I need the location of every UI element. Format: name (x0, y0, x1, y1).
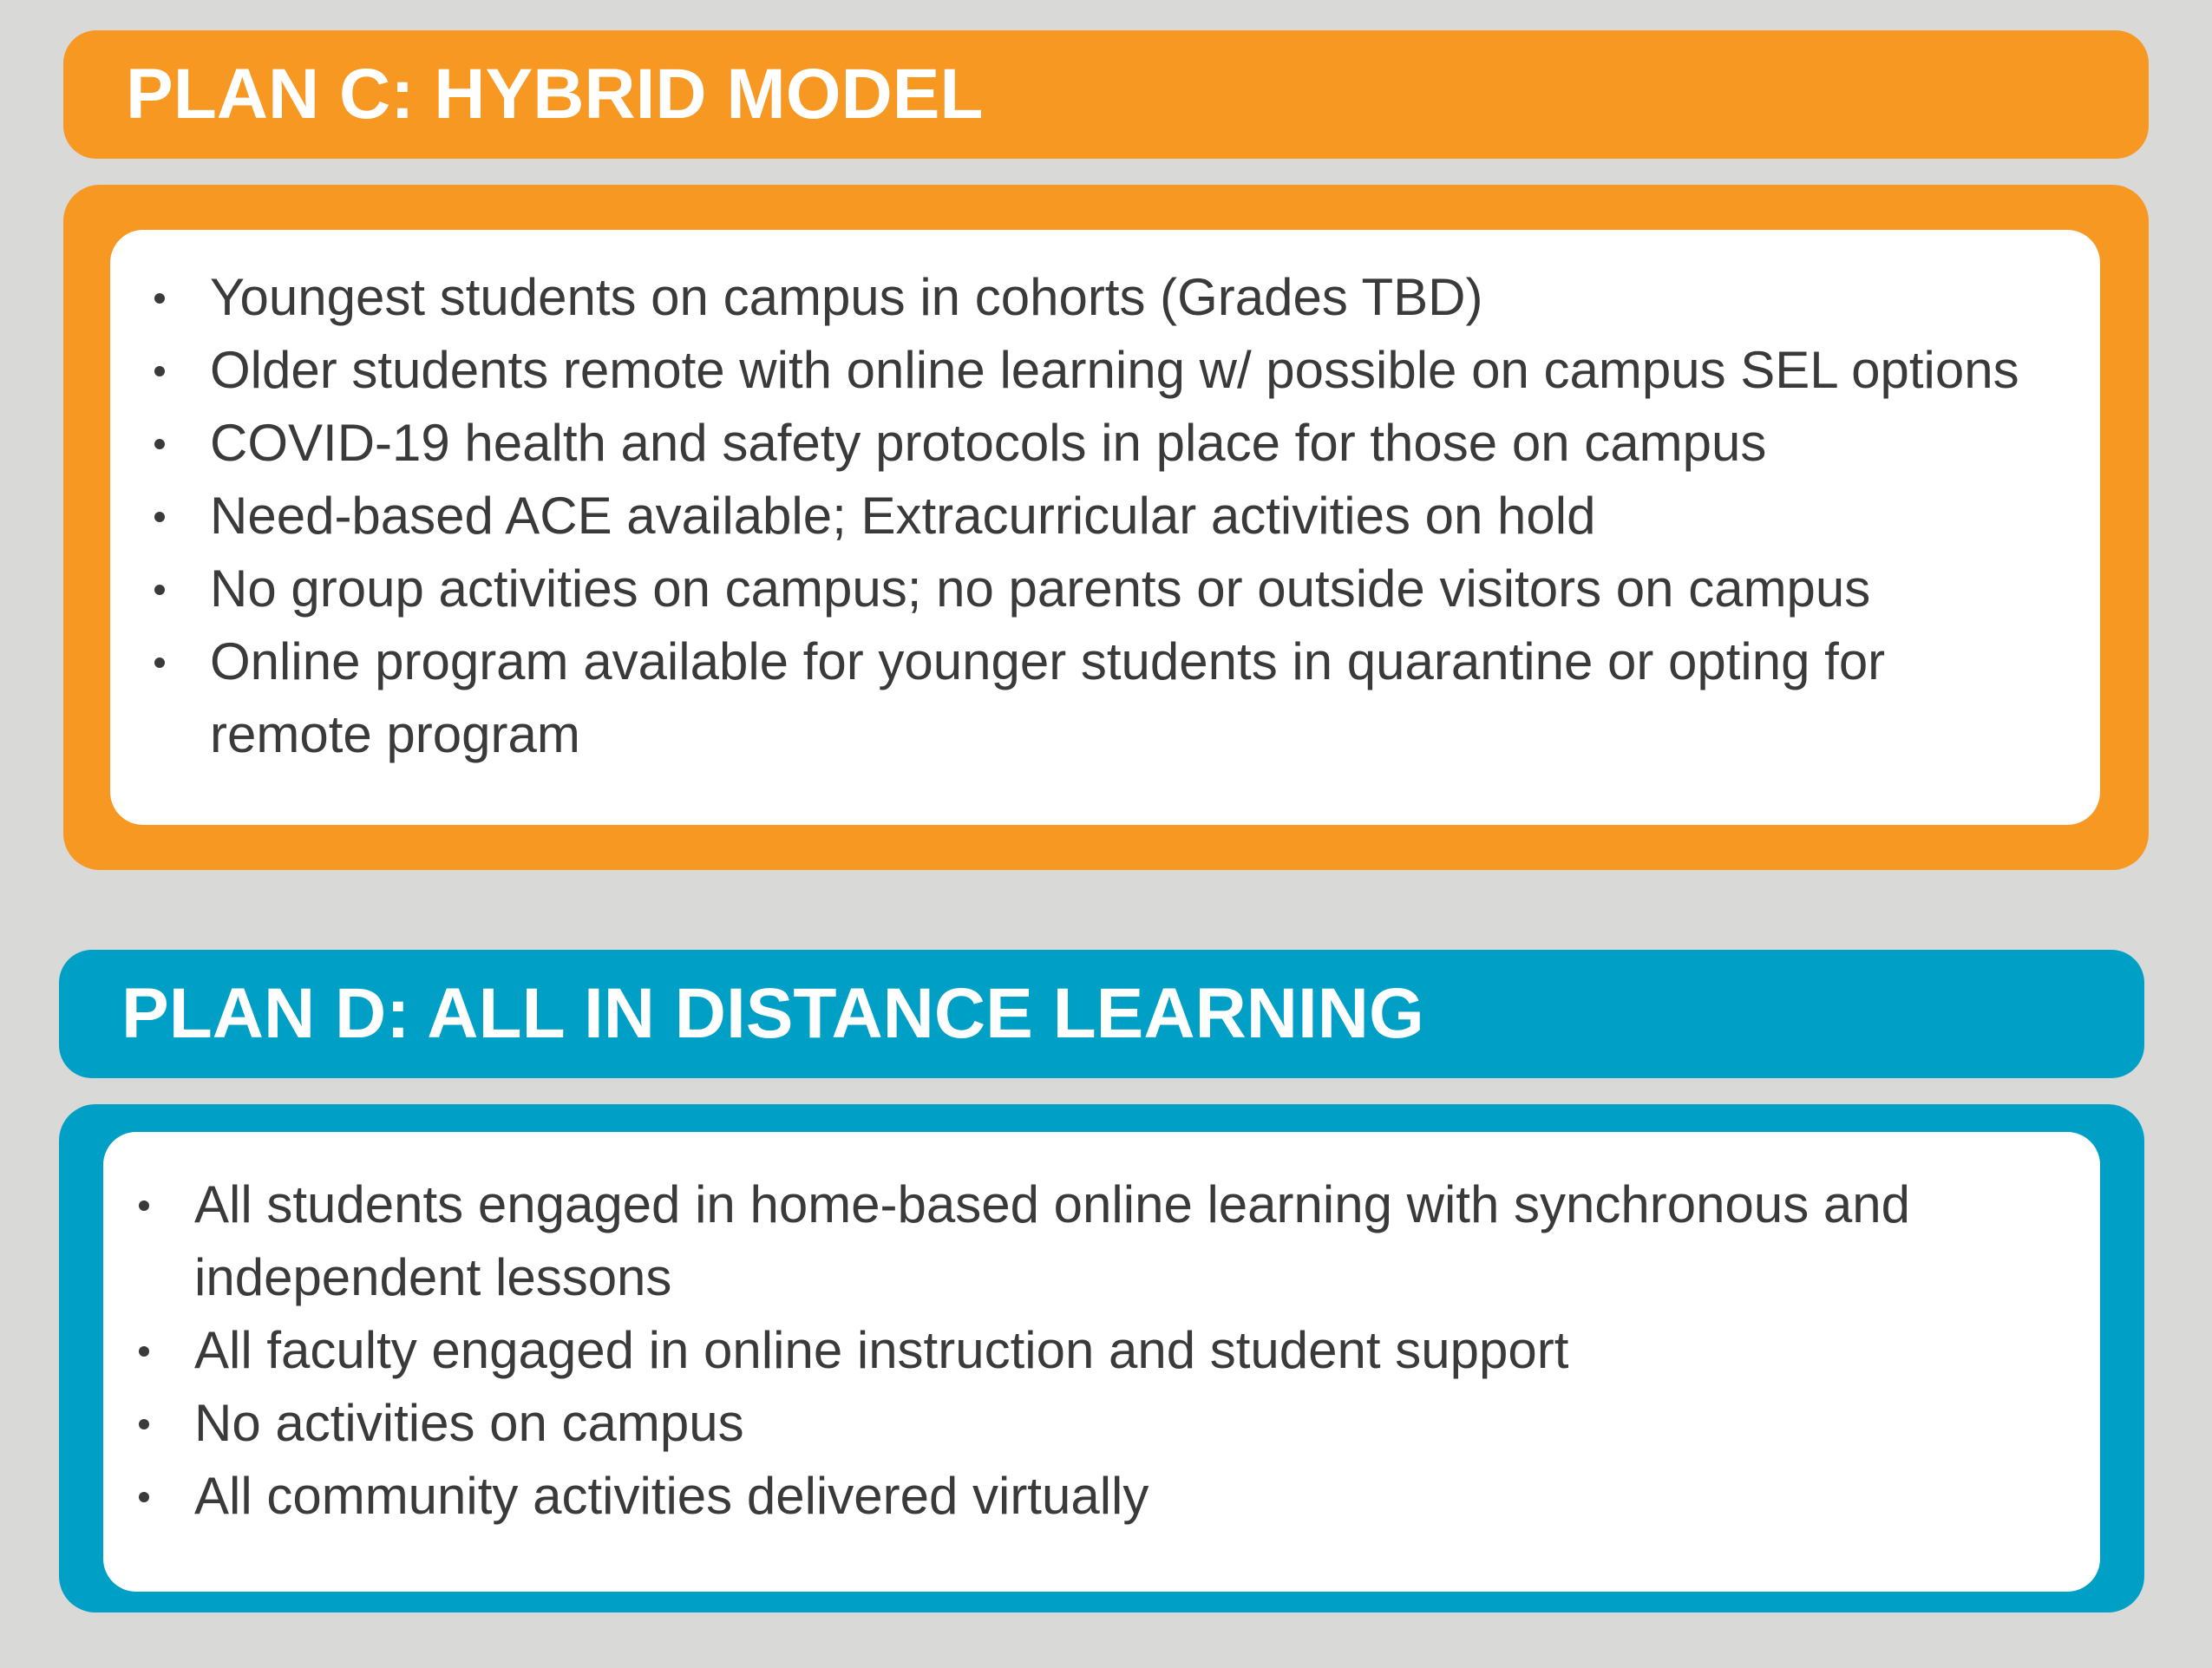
bullet-text: COVID-19 health and safety protocols in place for those on campus (210, 414, 1767, 472)
bullet-text: All faculty engaged in online instruction and student support (194, 1321, 1569, 1379)
plan-c-header (63, 30, 2149, 159)
plan-d-bullet-list (194, 1168, 1910, 1533)
plan-c-frame (63, 185, 2149, 870)
plan-d-frame (59, 1104, 2144, 1612)
plan-c-bullet-3 (210, 480, 2019, 553)
plan-c-title: PLAN C: HYBRID MODEL (126, 55, 984, 134)
bullet-icon (139, 1492, 149, 1502)
bullet-text-line-1: Online program available for younger students in quarantine or opting for (210, 632, 1886, 690)
bullet-text: No activities on campus (194, 1394, 744, 1452)
plan-c-bullet-1 (210, 334, 2019, 407)
bullet-icon (154, 439, 165, 449)
plan-c-bullet-2 (210, 407, 2019, 480)
bullet-icon (139, 1200, 149, 1211)
plan-c-bullet-4 (210, 553, 2019, 625)
bullet-icon (154, 585, 165, 595)
bullet-icon (139, 1346, 149, 1357)
bullet-text: Youngest students on campus in cohorts (Grades TBD) (210, 268, 1483, 326)
plan-c-bullet-list (210, 261, 2019, 771)
plan-c-bullet-5 (210, 625, 2019, 771)
bullet-text-line-2: remote program (210, 705, 580, 763)
bullet-text: Need-based ACE available; Extracurricular activities on hold (210, 487, 1596, 545)
bullet-text-line-1: All students engaged in home-based online learning with synchronous and (194, 1175, 1910, 1233)
bullet-text: No group activities on campus; no parents or outside visitors on campus (210, 559, 1871, 618)
plan-d-title: PLAN D: ALL IN DISTANCE LEARNING (121, 974, 1424, 1053)
plan-d-content-panel (103, 1132, 2100, 1592)
plan-d-bullet-2 (194, 1387, 1910, 1460)
bullet-icon (154, 293, 165, 304)
bullet-text-line-2: independent lessons (194, 1248, 672, 1306)
plan-d-bullet-0 (194, 1168, 1910, 1314)
plan-d-bullet-3 (194, 1460, 1910, 1533)
bullet-icon (154, 366, 165, 376)
bullet-icon (154, 657, 165, 668)
bullet-icon (154, 512, 165, 522)
plan-d-header (59, 950, 2144, 1078)
bullet-icon (139, 1419, 149, 1429)
plan-c-bullet-0 (210, 261, 2019, 334)
plan-d-bullet-1 (194, 1314, 1910, 1387)
bullet-text: Older students remote with online learning w/ possible on campus SEL options (210, 341, 2019, 399)
bullet-text: All community activities delivered virtually (194, 1467, 1149, 1525)
plan-c-content-panel (110, 230, 2100, 825)
